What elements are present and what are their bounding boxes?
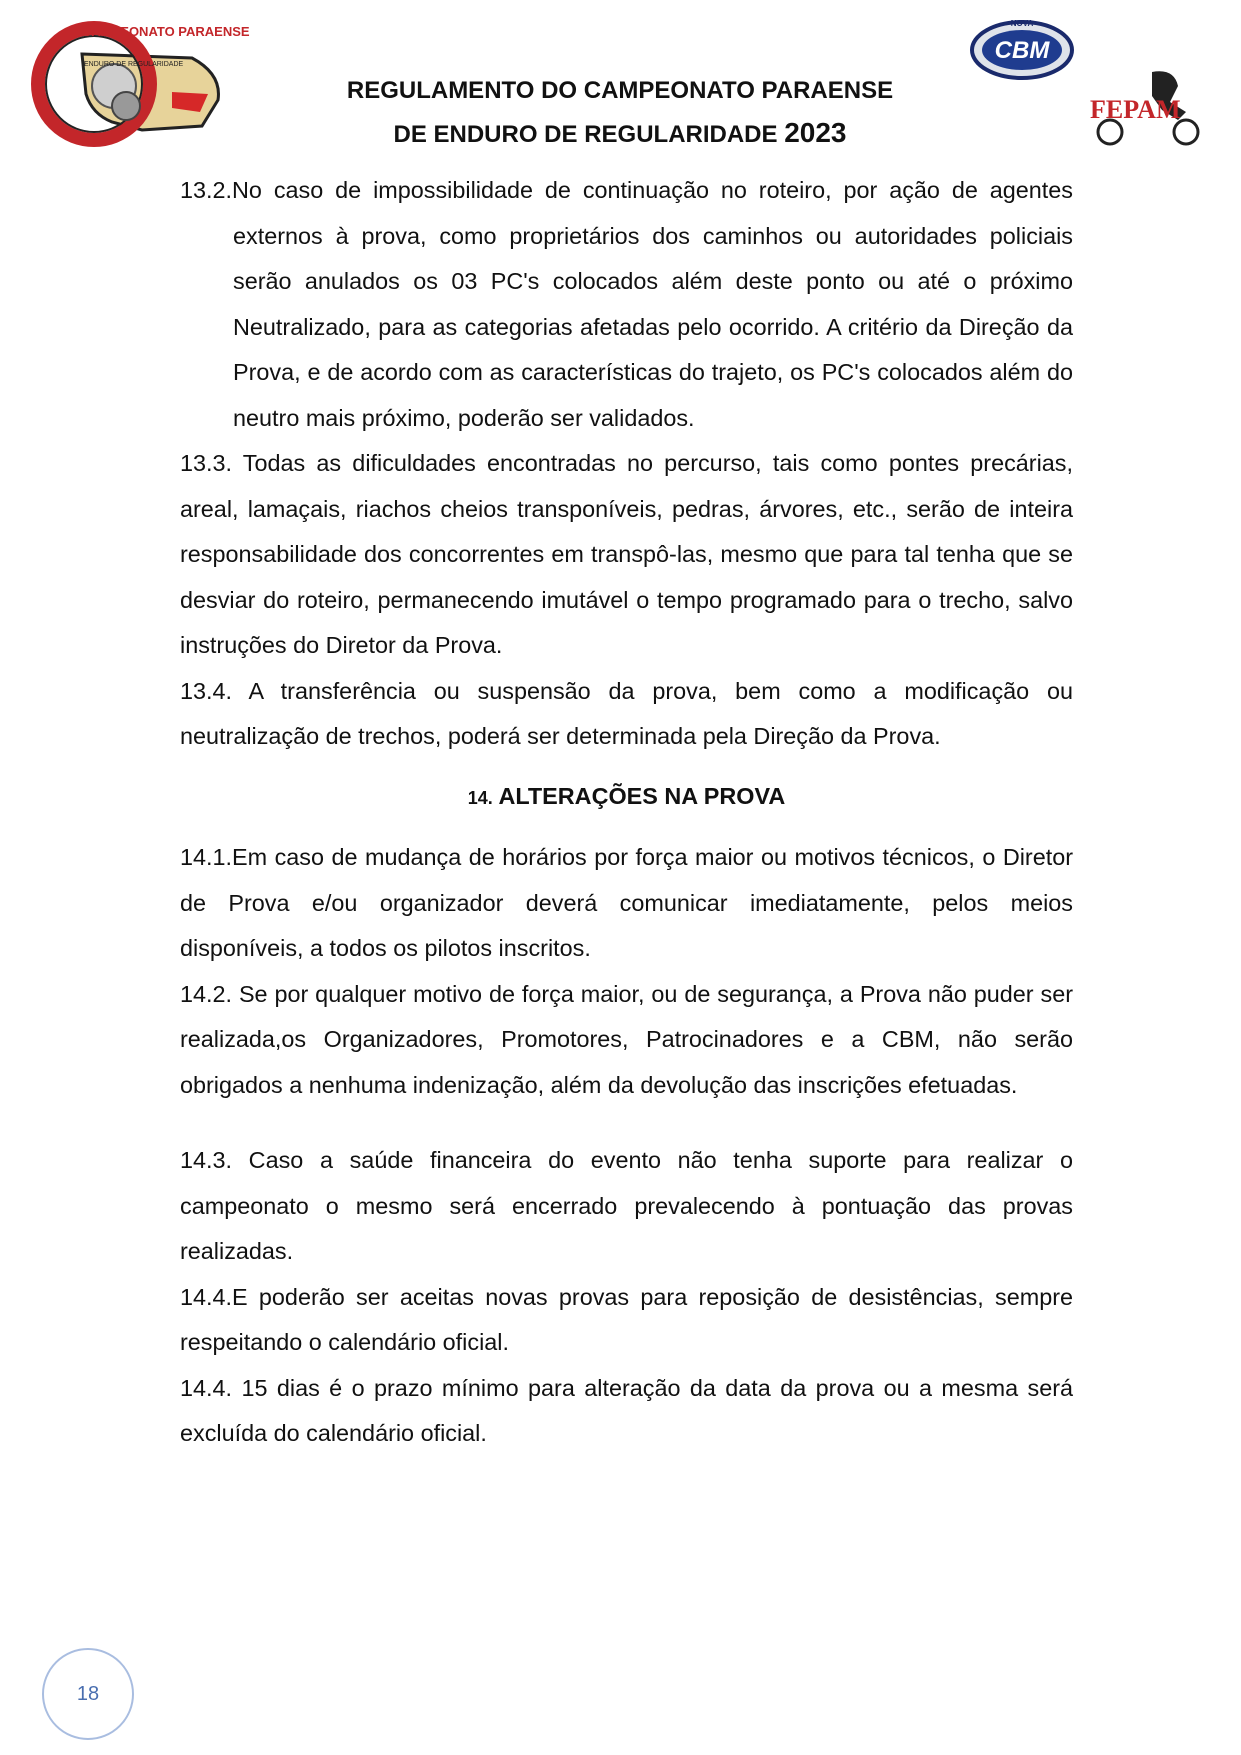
fepam-logo (1082, 66, 1210, 148)
section-text: Caso a saúde financeira do evento não tenha suporte para realizar o campeonato o mesmo será encerrado prevalecendo à pontuação das provas realizadas. (180, 1147, 1073, 1264)
logo-left-inner-text: ENDURO DE REGULARIDADE (84, 61, 184, 68)
document-header (260, 70, 980, 156)
header-line-2 (260, 112, 980, 156)
section-number: 14.2. (180, 980, 233, 1007)
heading-number: 14. (467, 787, 493, 808)
campeonato-paraense-logo (22, 14, 250, 148)
section-text: No caso de impossibilidade de continuação no roteiro, por ação de agentes externos à prova, como proprietários dos caminhos ou autoridades policiais serão anulados os 03 PC's colocados além deste ponto ou até o próximo Neutralizado, para as categorias afetadas pelo ocorrido. A critério da Direção da Prova, e de acordo com as características do trajeto, os PC's colocados além do neutro mais próximo, poderão ser validados. (232, 177, 1073, 431)
section-13-3 (180, 441, 1073, 669)
logo-left-top-text: CAMPEONATO PARAENSE (82, 24, 250, 39)
section-text: E poderão ser aceitas novas provas para reposição de desistências, sempre respeitando o calendário oficial. (180, 1283, 1073, 1355)
page-number-badge (42, 1648, 134, 1740)
document-body (180, 168, 1073, 1457)
cbm-main-text: CBM (994, 37, 1050, 64)
header-line-2-text: DE ENDURO DE REGULARIDADE (393, 121, 778, 148)
section-13-4 (180, 669, 1073, 760)
section-number: 13.2. (180, 177, 233, 203)
section-text: 15 dias é o prazo mínimo para alteração da data da prova ou a mesma será excluída do calendário oficial. (180, 1374, 1073, 1446)
section-text: Em caso de mudança de horários por força maior ou motivos técnicos, o Diretor de Prova e/ou organizador deverá comunicar imediatamente, pelos meios disponíveis, a todos os pilotos inscritos. (180, 844, 1073, 961)
section-14-4-a (180, 1275, 1073, 1366)
section-14-heading (180, 774, 1073, 822)
page-number: 18 (76, 1682, 100, 1705)
section-text: Todas as dificuldades encontradas no percurso, tais como pontes precárias, areal, lamaçais, riachos cheios transponíveis, pedras, árvores, etc., serão de inteira responsabilidade dos concorrentes em transpô-las, mesmo que para tal tenha que se desviar do roteiro, permanecendo imutável o tempo programado para o trecho, salvo instruções do Diretor da Prova. (180, 450, 1073, 658)
header-line-1: REGULAMENTO DO CAMPEONATO PARAENSE (346, 77, 894, 104)
section-text: A transferência ou suspensão da prova, bem como a modificação ou neutralização de trechos, poderá ser determinada pela Direção da Prova. (180, 677, 1073, 749)
section-number: 13.3. (180, 450, 233, 476)
section-number: 14.3. (180, 1147, 233, 1173)
header-year: 2023 (784, 117, 847, 148)
section-14-4-b (180, 1366, 1073, 1457)
section-number: 14.4. (180, 1374, 233, 1401)
section-14-3 (180, 1138, 1073, 1275)
cbm-small-text: NOVA (1010, 19, 1034, 28)
section-13-2 (180, 168, 1073, 441)
section-14-2 (180, 972, 1073, 1109)
section-text: Se por qualquer motivo de força maior, ou de segurança, a Prova não puder ser realizada,os Organizadores, Promotores, Patrocinadores e a CBM, não serão obrigados a nenhuma indenização, além da devolução das inscrições efetuadas. (180, 980, 1073, 1098)
fepam-text: FEPAM (1090, 95, 1181, 124)
section-14-1 (180, 835, 1073, 972)
heading-title: ALTERAÇÕES NA PROVA (498, 782, 786, 809)
section-number: 14.1. (180, 844, 233, 870)
section-number: 14.4. (180, 1283, 233, 1310)
section-number: 13.4. (180, 677, 233, 704)
cbm-logo (968, 14, 1076, 82)
